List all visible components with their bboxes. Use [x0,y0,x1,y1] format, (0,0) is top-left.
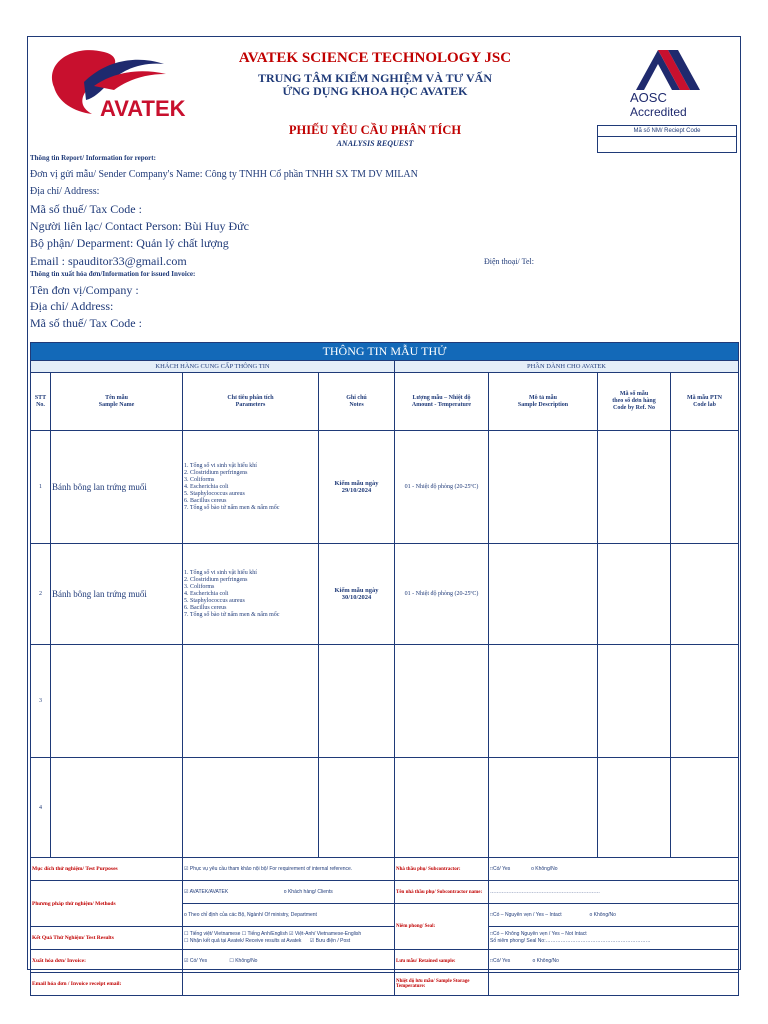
sample-desc[interactable] [489,758,598,858]
sample-params[interactable] [183,645,319,758]
sample-params[interactable]: 1. Tổng số vi sinh vật hiếu khí 2. Clostridium perfringens 3. Coliforms 4. Escherichia coli 5. Staphylococcus aureus 6. Bacillus cereus 7. Tổng số bào tử nấm men & nấm mốc [183,431,319,544]
email-field[interactable]: Email : spauditor33@gmail.com [30,254,187,268]
avatek-group: PHẦN DÀNH CHO AVATEK [395,361,739,373]
svg-text:Accredited: Accredited [630,105,687,119]
invoice-email-label: Email hóa đơn / Invoice receipt email: [31,973,183,996]
sample-ref[interactable] [598,544,671,645]
sample-lab[interactable] [671,431,739,544]
invoice-section-label: Thông tin xuất hóa đơn/Information for issued Invoice: [30,270,196,278]
center-name [190,72,560,98]
result-options[interactable]: ☐ Tiếng việt/ Vietnamese ☐ Tiếng Anh/English ☑ Việt-Anh/ Vietnamese-English ☐ Nhận kết quả tại Avatek/ Receive results at Avatek ☑ Bưu điện / Post [183,927,395,950]
sample-lab[interactable] [671,544,739,645]
table-row [31,431,739,544]
seal-label: Niêm phong/ Seal: [395,904,489,950]
sample-name[interactable] [51,645,183,758]
retained-label: Lưu mẫu/ Retained sample: [395,950,489,973]
aosc-accredited-logo [624,46,718,118]
storage-temp-label: Nhiệt độ lưu mẫu/ Sample Storage Temperature: [395,973,489,996]
invoice-company[interactable]: Tên đơn vị/Company : [30,283,139,297]
method-ministry-option[interactable]: o Theo chỉ định của các Bộ, Ngành/ Of ministry, Department [183,904,395,927]
storage-temp-field[interactable] [489,973,739,996]
sample-name[interactable]: Bánh bông lan trứng muối [51,431,183,544]
report-section-label: Thông tin Report/ Information for report: [30,154,156,162]
sample-params[interactable]: 1. Tổng số vi sinh vật hiếu khí 2. Clostridium perfringens 3. Coliforms 4. Escherichia coli 5. Staphylococcus aureus 6. Bacillus cereus 7. Tổng số bào tử nấm men & nấm mốc [183,544,319,645]
sample-lab[interactable] [671,758,739,858]
sample-lab[interactable] [671,645,739,758]
sample-desc[interactable] [489,431,598,544]
sender-company[interactable]: Đơn vị gửi mẫu/ Sender Company's Name: Công ty TNHH Cổ phần TNHH SX TM DV MILAN [30,169,418,180]
center-line-1: TRUNG TÂM KIỂM NGHIỆM VÀ TƯ VẤN [257,71,493,85]
customer-info-group: KHÁCH HÀNG CUNG CẤP THÔNG TIN [31,361,395,373]
col-notes: Ghi chú Notes [319,373,395,431]
sample-note[interactable]: Kiểm mẫu ngày 29/10/2024 [319,431,395,544]
sample-ref[interactable] [598,758,671,858]
col-params: Chỉ tiêu phân tích Parameters [183,373,319,431]
sample-ref[interactable] [598,431,671,544]
sample-desc[interactable] [489,645,598,758]
col-amount: Lượng mẫu – Nhiệt độ Amount - Temperature [395,373,489,431]
svg-text:AVATEK: AVATEK [100,96,186,121]
sample-table [30,342,739,996]
row-no: 3 [31,645,51,758]
center-line-2: ỨNG DỤNG KHOA HỌC AVATEK [282,84,468,98]
seal-option-broken[interactable]: □Có – Không Nguyên vẹn / Yes – Not Intact Số niêm phong/ Seal No:……………………………………………………… [489,927,739,950]
col-desc: Mô tả mẫu Sample Description [489,373,598,431]
retained-options[interactable]: □Có/ Yes o Không/No [489,950,739,973]
svg-text:AOSC: AOSC [630,90,667,105]
sample-note[interactable] [319,758,395,858]
sample-note[interactable] [319,645,395,758]
invoice-tax-code[interactable]: Mã số thuế/ Tax Code : [30,316,142,330]
row-no: 1 [31,431,51,544]
subcontractor-label: Nhà thầu phụ/ Subcontractor: [395,858,489,881]
result-label: Kết Quả Thử Nghiệm/ Test Results [31,927,183,950]
sample-params[interactable] [183,758,319,858]
table-row [31,544,739,645]
subcontractor-name-label: Tên nhà thầu phụ/ Subcontractor name: [395,881,489,904]
col-name: Tên mẫu Sample Name [51,373,183,431]
phone-field[interactable]: Điện thoại/ Tel: [484,257,534,266]
contact-person[interactable]: Người liên lạc/ Contact Person: Bùi Huy Đức [30,219,249,233]
invoice-options[interactable]: ☑ Có/ Yes ☐ Không/No [183,950,395,973]
subcontractor-name-field[interactable]: ………………………………………………………… [489,881,739,904]
row-no: 4 [31,758,51,858]
form-subtitle: ANALYSIS REQUEST [336,139,414,148]
form-title: PHIẾU YÊU CẦU PHÂN TÍCH [288,123,462,137]
sample-amount[interactable] [395,758,489,858]
sample-desc[interactable] [489,544,598,645]
company-name: AVATEK SCIENCE TECHNOLOGY JSC [238,50,512,66]
receipt-code-label: Mã số NM/ Reciept Code [598,126,736,137]
avatek-logo [44,42,186,124]
receipt-code-box[interactable] [597,125,737,153]
department[interactable]: Bộ phận/ Deparment: Quản lý chất lượng [30,236,229,250]
sample-ref[interactable] [598,645,671,758]
sample-amount[interactable]: 01 - Nhiệt độ phòng (20-25ºC) [395,431,489,544]
invoice-email-field[interactable] [183,973,395,996]
sample-name[interactable] [51,758,183,858]
col-ref: Mã số mẫu theo số đơn hàng Code by Ref. No [598,373,671,431]
invoice-label: Xuất hóa đơn/ Invoice: [31,950,183,973]
col-stt: STT No. [31,373,51,431]
table-row [31,758,739,858]
sample-note[interactable]: Kiểm mẫu ngày 30/10/2024 [319,544,395,645]
row-no: 2 [31,544,51,645]
purpose-option[interactable]: ☑ Phục vụ yêu cầu tham khảo nội bộ/ For requirement of internal reference. [183,858,395,881]
sample-amount[interactable]: 01 - Nhiệt độ phòng (20-25ºC) [395,544,489,645]
report-tax-code[interactable]: Mã số thuế/ Tax Code : [30,202,142,216]
seal-option-intact[interactable]: □Có – Nguyên vẹn / Yes – Intact o Không/No [489,904,739,927]
sample-name[interactable]: Bánh bông lan trứng muối [51,544,183,645]
purpose-label: Mục đích thử nghiệm/ Test Purposes [31,858,183,881]
invoice-address[interactable]: Địa chỉ/ Address: [30,299,114,313]
table-title: THÔNG TIN MẪU THỬ [31,343,739,361]
method-options[interactable]: ☑ AVATEK/AVATEK o Khách hàng/ Clients [183,881,395,904]
table-row [31,645,739,758]
col-lab: Mã mẫu PTN Code lab [671,373,739,431]
method-label: Phương pháp thử nghiệm/ Methods [31,881,183,927]
subcontractor-options[interactable]: □Có/ Yes o Không/No [489,858,739,881]
report-address[interactable]: Địa chỉ/ Address: [30,186,100,197]
sample-amount[interactable] [395,645,489,758]
